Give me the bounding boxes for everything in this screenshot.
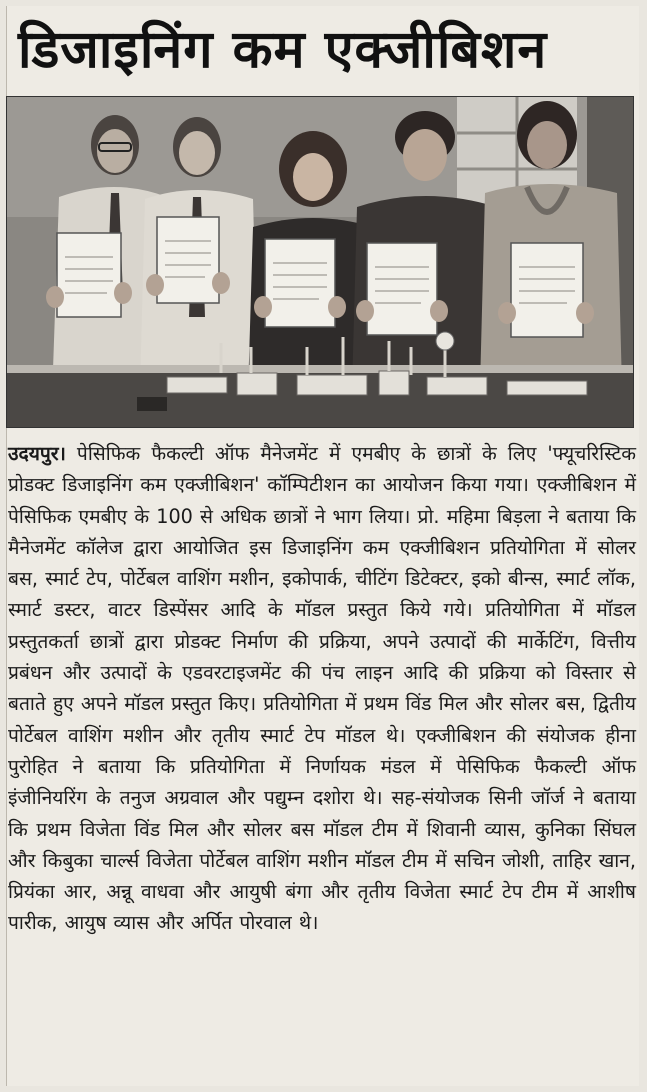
article-body: [8, 438, 636, 939]
headline: डिजाइनिंग कम एक्जीबिशन: [18, 20, 548, 80]
news-photo: [6, 96, 634, 428]
article-text: पेसिफिक फैकल्टी ऑफ मैनेजमेंट में एमबीए के छात्रों के लिए 'फ्यूचरिस्टिक प्रोडक्ट डिजाइनिंग कम एक्जीबिशन' कॉम्पिटीशन का आयोजन किया गया। एक्जीबिशन में पेसिफिक एमबीए के 100 से अधिक छात्रों ने भाग लिया। प्रो. महिमा बिड़ला ने बताया कि मैनेजमेंट कॉलेज द्वारा आयोजित इस डिजाइनिंग कम एक्जीबिशन प्रतियोगिता में सोलर बस, स्मार्ट टेप, पोर्टेबल वाशिंग मशीन, इकोपार्क, चीटिंग डिटेक्टर, इको बीन्स, स्मार्ट लॉक, स्मार्ट डस्टर, वाटर डिस्पेंसर आदि के मॉडल प्रस्तुत किये गये। प्रतियोगिता में मॉडल प्रस्तुतकर्ता छात्रों द्वारा प्रोडक्ट निर्माण की प्रक्रिया, अपने उत्पादों की मार्केटिंग, वित्तीय प्रबंधन और उत्पादों के एडवरटाइजमेंट की पंच लाइन आदि की प्रक्रिया को विस्तार से बताते हुए अपने मॉडल प्रस्तुत किए। प्रतियोगिता में प्रथम विंड मिल और सोलर बस, द्वितीय पोर्टेबल वाशिंग मशीन और तृतीय स्मार्ट टेप मॉडल थे। एक्जीबिशन की संयोजक हीना पुरोहित ने बताया कि प्रतियोगिता में निर्णायक मंडल में पेसिफिक फैकल्टी ऑफ इंजीनियरिंग के तनुज अग्रवाल और पद्युम्न दशोरा थे। सह-संयोजक सिनी जॉर्ज ने बताया कि प्रथम विजेता विंड मिल और सोलर बस मॉडल टीम में शिवानी व्यास, कुनिका सिंघल और किबुका चार्ल्स विजेता पोर्टेबल वाशिंग मशीन मॉडल टीम में सचिन जोशी, ताहिर खान, प्रियंका आर, अन्नू वाधवा और आयुषी बंगा और तृतीय विजेता स्मार्ट टेप टीम में आशीष पारीक, आयुष व्यास और अर्पित पोरवाल थे।: [8, 442, 636, 935]
dateline: उदयपुर।: [8, 442, 66, 465]
